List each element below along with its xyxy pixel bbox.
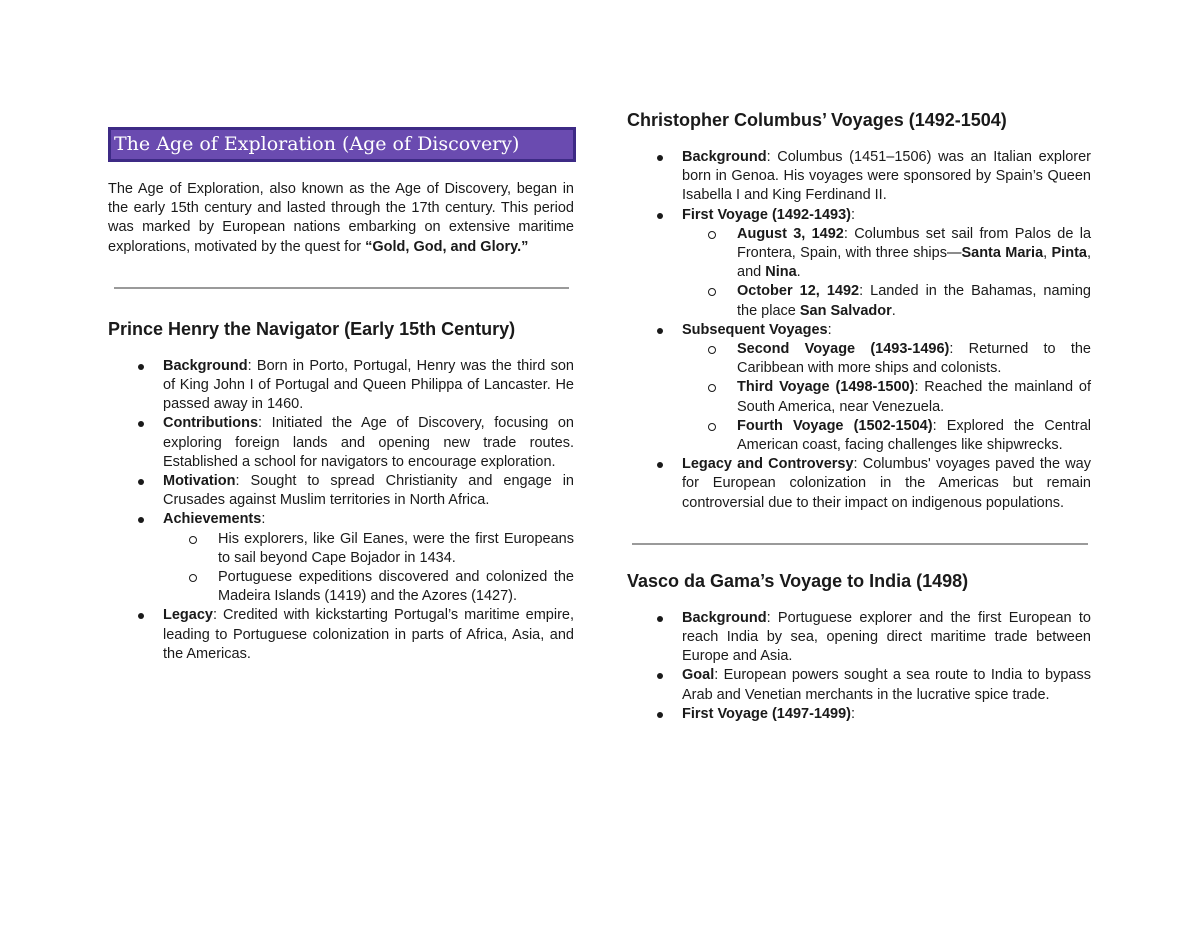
columbus-list: [627, 148, 1091, 513]
item-label: Motivation: [163, 473, 236, 490]
intro-bold: “Gold, God, and Glory.”: [365, 238, 529, 255]
item-label: First Voyage (1497-1499): [682, 705, 851, 722]
item-label: Second Voyage (1493-1496): [737, 341, 950, 358]
circle-bullet-icon: [708, 423, 716, 431]
item-label: Legacy: [163, 607, 213, 624]
right-column: [627, 109, 1091, 724]
achievements-sublist: [163, 530, 574, 607]
bullet-icon: [138, 421, 144, 427]
item-text: : Columbus (1451–1506) was an Italian explorer born in Genoa. His voyages were sponsored by Spain’s Queen Isabella I and King Ferdinand II.: [682, 149, 1091, 204]
ship-name: Pinta: [1051, 245, 1087, 262]
item-label: October 12, 1492: [737, 283, 860, 300]
subsequent-voyages-sublist: [682, 340, 1091, 455]
list-item: [108, 510, 574, 606]
columbus-heading: Christopher Columbus’ Voyages (1492-1504): [627, 110, 1007, 130]
circle-bullet-icon: [708, 288, 716, 296]
gama-heading: Vasco da Gama’s Voyage to India (1498): [627, 570, 969, 591]
circle-bullet-icon: [189, 536, 197, 544]
item-text: : Initiated the Age of Discovery, focusing on exploring foreign lands and opening new trade routes. Established a school for navigators to encourage exploration.: [163, 415, 574, 470]
item-label: Contributions: [163, 415, 259, 432]
list-item: [627, 455, 1091, 513]
item-text: : Portuguese explorer and the first European to reach India by sea, opening direct maritime trade between Europe and Asia.: [682, 609, 1091, 665]
sub-list-item: [682, 417, 1091, 455]
item-text: :: [261, 511, 266, 528]
item-text: : European powers sought a sea route to India to bypass Arab and Venetian merchants in the lucrative spice trade.: [682, 667, 1091, 703]
sub-list-item: [682, 282, 1091, 320]
list-item: [627, 705, 1091, 724]
henry-list: [108, 357, 574, 664]
item-label: Achievements: [163, 511, 262, 528]
item-label: First Voyage (1492-1493): [682, 206, 851, 223]
item-label: Background: [163, 357, 248, 374]
item-text: : Landed in the Bahamas, naming the place: [737, 283, 1091, 319]
ship-name: Santa Maria: [961, 245, 1044, 262]
sub-list-item: [682, 378, 1091, 416]
intro-text: The Age of Exploration, also known as the Age of Discovery, began in the early 15th century and lasted through the 17th century. This period was marked by European nations embarking on extensive maritime explorations, motivated by the quest for: [108, 181, 574, 255]
item-label: Legacy and Controversy: [682, 456, 854, 473]
list-item: [627, 321, 1091, 455]
item-label: August 3, 1492: [737, 225, 844, 242]
sub-list-item: [682, 225, 1091, 283]
bullet-icon: [138, 479, 144, 485]
intro-paragraph: [108, 180, 574, 257]
first-voyage-sublist: [682, 225, 1091, 321]
section-divider: [114, 287, 569, 289]
circle-bullet-icon: [708, 346, 716, 354]
gama-list: [627, 609, 1091, 724]
list-item: [627, 148, 1091, 206]
list-item: [627, 609, 1091, 667]
item-text: : Columbus set sail from Palos de la Frontera, Spain, with three ships—: [737, 225, 1092, 262]
page-title: The Age of Exploration (Age of Discovery): [108, 127, 576, 162]
list-item: [627, 206, 1091, 321]
bullet-icon: [657, 155, 663, 161]
item-label: Goal: [682, 667, 715, 684]
henry-heading: Prince Henry the Navigator (Early 15th Century): [108, 318, 516, 339]
item-text: Portuguese expeditions discovered and colonized the Madeira Islands (1419) and the Azores (1427).: [218, 569, 574, 605]
sub-list-item: [163, 568, 574, 606]
item-text: :: [850, 206, 856, 223]
item-label: Fourth Voyage (1502-1504): [737, 417, 933, 434]
bullet-icon: [657, 328, 663, 334]
item-text: : Columbus' voyages paved the way for European colonization in the Americas but remain controversial due to their impact on indigenous populations.: [682, 456, 1091, 511]
list-item: [108, 414, 574, 472]
item-text: , and: [737, 245, 1091, 281]
bullet-icon: [657, 462, 663, 468]
place-name: San Salvador: [799, 302, 892, 319]
list-item: [108, 357, 574, 415]
bullet-icon: [657, 616, 663, 622]
item-text: :: [850, 705, 856, 722]
circle-bullet-icon: [189, 574, 197, 582]
item-text: His explorers, like Gil Eanes, were the first Europeans to sail beyond Cape Bojador in 1434.: [218, 530, 574, 566]
bullet-icon: [657, 213, 663, 219]
bullet-icon: [138, 613, 144, 619]
item-text: ,: [1043, 245, 1052, 262]
item-text: :: [827, 321, 832, 338]
item-text: : Credited with kickstarting Portugal’s maritime empire, leading to Portuguese colonization in parts of Africa, Asia, and the Americas.: [163, 607, 574, 662]
list-item: [108, 472, 574, 510]
item-label: Subsequent Voyages: [682, 321, 828, 338]
item-label: Background: [682, 609, 767, 626]
ship-name: Nina: [765, 264, 797, 281]
item-text: : Born in Porto, Portugal, Henry was the third son of King John I of Portugal and Queen Philippa of Lancaster. He passed away in 1460.: [163, 357, 574, 413]
item-text: : Returned to the Caribbean with more ships and colonists.: [737, 341, 1092, 377]
item-text: : Reached the mainland of South America, near Venezuela.: [737, 379, 1091, 415]
bullet-icon: [657, 712, 663, 718]
list-item: [627, 666, 1091, 704]
circle-bullet-icon: [708, 384, 716, 392]
bullet-icon: [657, 673, 663, 679]
item-text: .: [796, 264, 801, 281]
item-label: Background: [682, 149, 767, 165]
circle-bullet-icon: [708, 231, 716, 239]
list-item: [108, 606, 574, 664]
sub-list-item: [682, 340, 1091, 378]
sub-list-item: [163, 530, 574, 568]
section-divider: [632, 543, 1088, 545]
item-label: Third Voyage (1498-1500): [737, 379, 915, 396]
item-text: : Sought to spread Christianity and engage in Crusades against Muslim territories in North Africa.: [163, 473, 574, 509]
item-text: : Explored the Central American coast, facing challenges like shipwrecks.: [737, 417, 1091, 454]
item-text: .: [891, 302, 896, 319]
bullet-icon: [138, 517, 144, 523]
left-column: [108, 127, 574, 664]
bullet-icon: [138, 364, 144, 370]
